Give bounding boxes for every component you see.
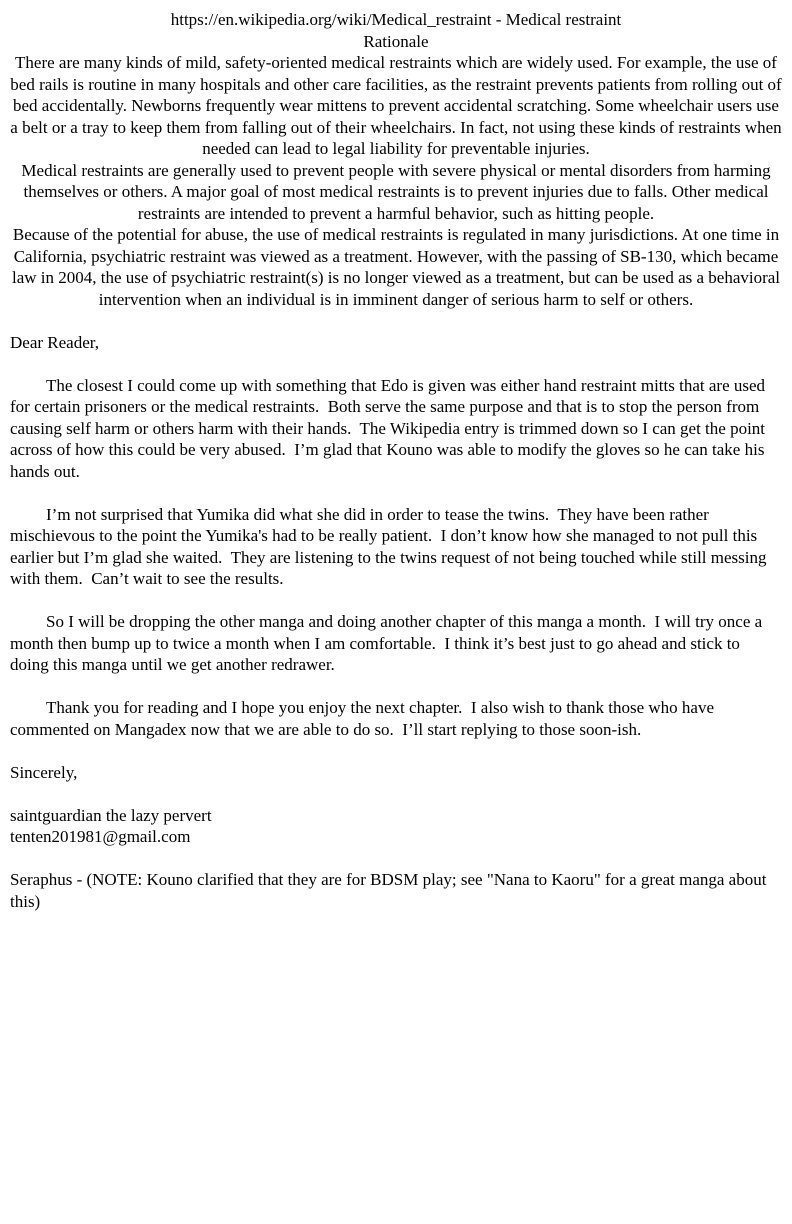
letter-paragraph: Thank you for reading and I hope you enjoy the next chapter. I also wish to thank those who have commented on Mangadex now that we are able to do so. I’ll start replying to those soon-ish. [10, 698, 719, 739]
document-header [10, 9, 782, 52]
letter-paragraph: I’m not surprised that Yumika did what she did in order to tease the twins. They have been rather mischievous to the point the Yumika's had to be really patient. I don’t know how she managed to not pull this earlier but I’m glad she waited. They are listening to the twins request of not being touched while still messing with them. Can’t wait to see the results. [10, 504, 771, 588]
signature-block [10, 805, 782, 848]
source-url-line: https://en.wikipedia.org/wiki/Medical_restraint - Medical restraint [170, 10, 622, 29]
letter-paragraph: So I will be dropping the other manga and doing another chapter of this manga a month. I will try once a month then bump up to twice a month when I am comfortable. I think it’s best just to go ahead and stick to doing this manga until we get another redrawer. [10, 612, 767, 674]
letter-closing: Sincerely, [10, 762, 78, 782]
excerpt-paragraph: Medical restraints are generally used to prevent people with severe physical or mental disorders from harming themselves or others. A major goal of most medical restraints is to prevent injuries due to falls. Other medical restraints are intended to prevent a harmful behavior, such as hitting people. [21, 160, 771, 223]
signature-email: tenten201981@gmail.com [10, 827, 191, 846]
afterword-letter [10, 332, 782, 913]
letter-paragraph: The closest I could come up with something that Edo is given was either hand restraint mitts that are used for certain prisoners or the medical restraints. Both serve the same purpose and that is to stop the person from causing self harm or others harm with their hands. The Wikipedia entry is trimmed down so I can get the point across of how this could be very abused. I’m glad that Kouno was able to modify the gloves so he can take his hands out. [10, 375, 770, 481]
signature-name: saintguardian the lazy pervert [10, 805, 212, 825]
wikipedia-excerpt [10, 52, 782, 310]
letter-salutation: Dear Reader, [10, 332, 99, 352]
postscript-note: Seraphus - (NOTE: Kouno clarified that they are for BDSM play; see "Nana to Kaoru" for a great manga about this) [10, 870, 771, 911]
excerpt-paragraph: Because of the potential for abuse, the use of medical restraints is regulated in many jurisdictions. At one time in California, psychiatric restraint was viewed as a treatment. However, with the passing of SB-130, which became law in 2004, the use of psychiatric restraint(s) is no longer viewed as a treatment, but can be used as a behavioral intervention when an individual is in imminent danger of serious harm to self or others. [11, 225, 781, 309]
excerpt-paragraph: There are many kinds of mild, safety-oriented medical restraints which are widely used. For example, the use of bed rails is routine in many hospitals and other care facilities, as the restraint prevents patients from rolling out of bed accidentally. Newborns frequently wear mittens to prevent accidental scratching. Some wheelchair users use a belt or a tray to keep them from falling out of their wheelchairs. In fact, not using these kinds of restraints when needed can lead to legal liability for preventable injuries. [10, 53, 782, 158]
section-title: Rationale [363, 31, 429, 51]
